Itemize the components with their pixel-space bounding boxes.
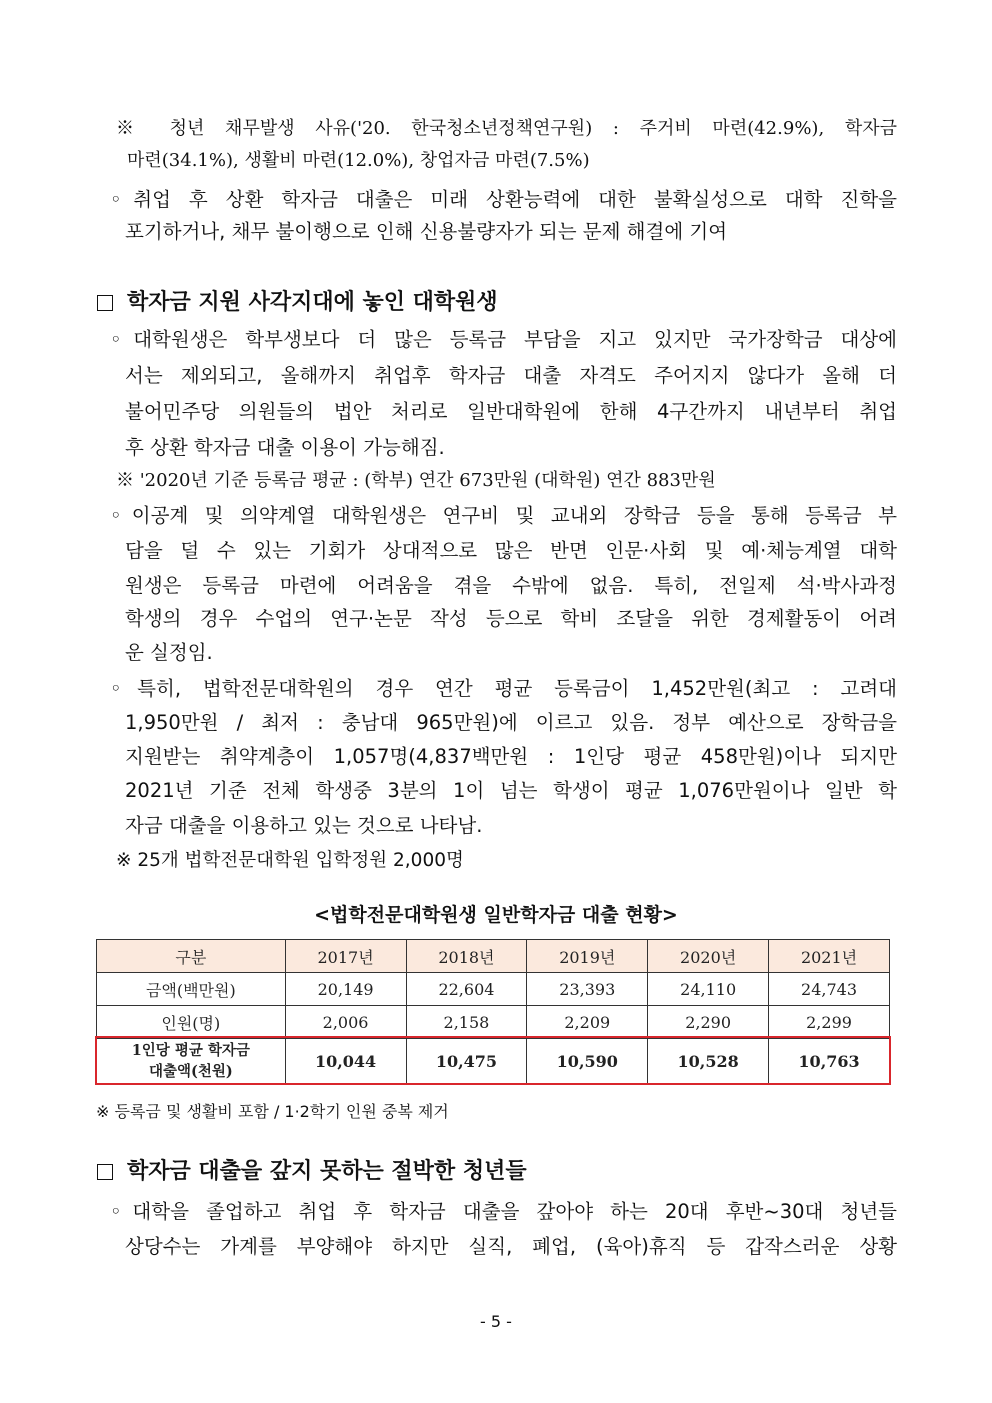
table-caption: <법학전문대학원생 일반학자금 대출 현황>: [314, 904, 678, 926]
paragraph-line: 서는 제외되고, 올해까지 취업후 학자금 대출 자격도 주어지지 않다가 올해 더: [125, 364, 897, 387]
row-label: [97, 1039, 286, 1084]
note-law-school-quota: ※ 25개 법학전문대학원 입학정원 2,000명: [116, 850, 464, 871]
paragraph-line: ◦이공계 및 의약계열 대학원생은 연구비 및 교내외 장학금 등을 통해 등록금 부: [110, 504, 897, 527]
table-header-cell: 2019년: [527, 940, 648, 973]
paragraph-line: ◦특히, 법학전문대학원의 경우 연간 평균 등록금이 1,452만원(최고 : 고려대: [110, 677, 897, 700]
table-cell: 23,393: [527, 973, 648, 1006]
paragraph-line: 1,950만원 / 최저 : 충남대 965만원)에 이르고 있음. 정부 예산으로 장학금을: [125, 711, 897, 734]
note-debt-reasons-line2: 마련(34.1%), 생활비 마련(12.0%), 창업자금 마련(7.5%): [127, 150, 590, 171]
section-heading-grad-students: 학자금 지원 사각지대에 놓인 대학원생: [127, 290, 498, 315]
table-cell: 22,604: [406, 973, 527, 1006]
table-cell: 10,763: [769, 1039, 890, 1084]
table-cell: 2,006: [285, 1006, 406, 1039]
paragraph-line: 담을 덜 수 있는 기회가 상대적으로 많은 반면 인문·사회 및 예·체능계열 대학: [125, 539, 897, 562]
loan-status-table: [96, 939, 890, 1084]
table-header-cell: 2017년: [285, 940, 406, 973]
section-checkbox-icon: [97, 295, 113, 311]
note-tuition-average: ※ '2020년 기준 등록금 평균 : (학부) 연간 673만원 (대학원) 연간 883만원: [116, 470, 716, 491]
page-number: - 5 -: [480, 1312, 512, 1331]
table-row-amount: [97, 973, 890, 1006]
table-cell: 10,528: [648, 1039, 769, 1084]
table-cell: 24,743: [769, 973, 890, 1006]
row-label-line1: 1인당 평균 학자금: [131, 1042, 250, 1059]
table-cell: 10,044: [285, 1039, 406, 1084]
paragraph-line: ◦대학원생은 학부생보다 더 많은 등록금 부담을 지고 있지만 국가장학금 대상에: [110, 328, 897, 351]
paragraph-line: 지원받는 취약계층이 1,057명(4,837백만원 : 1인당 평균 458만원)이나 되지만: [125, 745, 897, 768]
paragraph-line: 운 실정임.: [125, 641, 213, 664]
table-cell: 20,149: [285, 973, 406, 1006]
bullet-icr-line1: ◦취업 후 상환 학자금 대출은 미래 상환능력에 대한 불확실성으로 대학 진학을: [110, 188, 897, 211]
table-header-cell: 2018년: [406, 940, 527, 973]
row-label: 인원(명): [97, 1006, 286, 1039]
row-label: 금액(백만원): [97, 973, 286, 1006]
paragraph-line: 불어민주당 의원들의 법안 처리로 일반대학원에 한해 4구간까지 내년부터 취업: [125, 400, 897, 423]
table-cell: 2,209: [527, 1006, 648, 1039]
paragraph-line: 후 상환 학자금 대출 이용이 가능해짐.: [125, 436, 445, 459]
table-cell: 2,299: [769, 1006, 890, 1039]
note-debt-reasons-line1: ※ 청년 채무발생 사유('20. 한국청소년정책연구원) : 주거비 마련(42.9%), 학자금: [116, 118, 897, 139]
section-checkbox-icon: [97, 1164, 113, 1180]
section-heading-young-debtors: 학자금 대출을 갚지 못하는 절박한 청년들: [127, 1159, 527, 1184]
table-cell: 2,290: [648, 1006, 769, 1039]
table-header-cell: 2020년: [648, 940, 769, 973]
paragraph-line: 2021년 기준 전체 학생중 3분의 1이 넘는 학생이 평균 1,076만원이나 일반 학: [125, 779, 897, 802]
table-cell: 10,590: [527, 1039, 648, 1084]
paragraph-line: 상당수는 가계를 부양해야 하지만 실직, 폐업, (육아)휴직 등 갑작스러운 상황: [125, 1235, 897, 1258]
table-row-average-loan: [97, 1039, 890, 1084]
paragraph-line: 원생은 등록금 마련에 어려움을 겪을 수밖에 없음. 특히, 전일제 석·박사과정: [125, 574, 897, 597]
bullet-icr-line2: 포기하거나, 채무 불이행으로 인해 신용불량자가 되는 문제 해결에 기여: [125, 220, 728, 243]
table-header-row: [97, 940, 890, 973]
table-cell: 2,158: [406, 1006, 527, 1039]
paragraph-line: 학생의 경우 수업의 연구·논문 작성 등으로 학비 조달을 위한 경제활동이 어려: [125, 607, 897, 630]
table-footnote: ※ 등록금 및 생활비 포함 / 1·2학기 인원 중복 제거: [96, 1102, 449, 1121]
table-row-count: [97, 1006, 890, 1039]
table-cell: 10,475: [406, 1039, 527, 1084]
table-header-cell: 2021년: [769, 940, 890, 973]
paragraph-line: 자금 대출을 이용하고 있는 것으로 나타남.: [125, 814, 483, 837]
paragraph-line: ◦대학을 졸업하고 취업 후 학자금 대출을 갚아야 하는 20대 후반~30대 청년들: [110, 1200, 897, 1223]
table-cell: 24,110: [648, 973, 769, 1006]
table-header-cell: 구분: [97, 940, 286, 973]
row-label-line2: 대출액(천원): [148, 1063, 233, 1080]
